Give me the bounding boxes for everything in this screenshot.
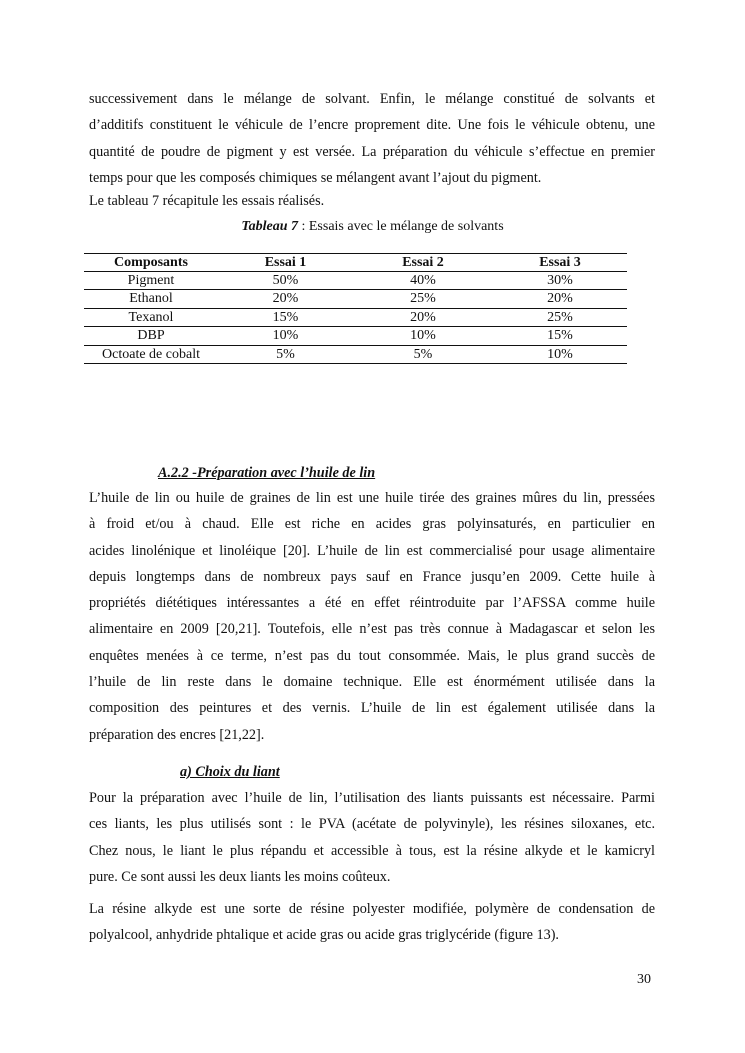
text-line: alimentaire en 2009 [20,21]. Toutefois, elle n’est pas très connue à Madagascar et selon les: [89, 621, 655, 638]
table-cell: 40%: [410, 273, 436, 288]
text-line: acides linolénique et linoléique [20]. L’huile de lin est commercialisé pour usage alimentaire: [89, 542, 655, 559]
column-header: Essai 1: [264, 255, 307, 270]
text-line: Pour la préparation avec l’huile de lin, l’utilisation des liants puissants est nécessaire. Parmi: [89, 790, 655, 806]
column-header: Composants: [114, 255, 188, 270]
section-a22-paragraph: [89, 485, 655, 748]
table-caption: [0, 217, 745, 237]
text-line: à froid et/ou à chaud. Elle est riche en acides gras polyinsaturés, en particulier en: [89, 516, 655, 533]
column-header: Essai 3: [539, 255, 581, 270]
text-line: préparation des encres [21,22].: [89, 726, 265, 743]
column-header: Essai 2: [402, 255, 444, 270]
text-line: d’additifs constituent le véhicule de l’encre proprement dite. Une fois le véhicule obtenu, une: [89, 117, 655, 134]
table-cell: 20%: [410, 309, 436, 325]
table-row: [84, 327, 627, 345]
table-caption-text: : Essais avec le mélange de solvants: [297, 219, 504, 234]
text-line: propriétés diététiques intéressantes a été en effet réintroduite par l’AFSSA comme huile: [89, 595, 655, 612]
table-cell: 25%: [547, 309, 573, 325]
text-line: pure. Ce sont aussi les deux liants les moins coûteux.: [89, 868, 391, 885]
section-liant-paragraph-2: [89, 896, 655, 949]
table-row: [84, 290, 627, 308]
table-header-row: [84, 254, 627, 272]
table-cell: 25%: [410, 291, 436, 307]
table-row: [84, 272, 627, 290]
table-cell: 5%: [413, 346, 433, 362]
section-heading-a22: A.2.2 -Préparation avec l’huile de lin: [158, 465, 376, 481]
table-cell: 15%: [272, 309, 299, 325]
table-caption-label: Tableau 7: [241, 219, 298, 234]
text-line: quantité de poudre de pigment y est versée. La préparation du véhicule s’effectue en premier: [89, 143, 655, 160]
text-line: ces liants, les plus utilisés sont : le PVA (acétate de polyvinyle), les résines siloxanes, etc.: [89, 816, 655, 833]
page-number: 30: [637, 972, 651, 987]
table-row: [84, 345, 627, 363]
text-line: composition des peintures et des vernis. L’huile de lin est également utilisée dans la: [89, 700, 655, 717]
table-cell: 50%: [272, 273, 299, 288]
table-cell: 10%: [272, 328, 299, 344]
table-cell: 15%: [547, 328, 573, 344]
section-heading-liant: a) Choix du liant: [180, 764, 280, 780]
text-line: successivement dans le mélange de solvant. Enfin, le mélange constitué de solvants et: [89, 91, 655, 107]
text-line: La résine alkyde est une sorte de résine polyester modifiée, polymère de condensation de: [89, 901, 655, 917]
text-line: l’huile de lin reste dans le domaine technique. Elle est énormément utilisée dans la: [89, 674, 655, 691]
text-line: temps pour que les composés chimiques se mélangent avant l’ajout du pigment.: [89, 169, 542, 186]
section-liant-paragraph: [89, 785, 655, 890]
table-cell: Octoate de cobalt: [102, 346, 200, 362]
text-line: L’huile de lin ou huile de graines de lin est une huile tirée des graines mûres du lin, pressées: [89, 490, 655, 506]
table-row: [84, 308, 627, 326]
table-cell: 5%: [276, 346, 295, 362]
text-line: depuis longtemps dans de nombreux pays sauf en France jusqu’en 2009. Cette huile à: [89, 568, 655, 585]
table-cell: 10%: [410, 328, 436, 344]
table-cell: DBP: [137, 328, 165, 344]
solvent-trials-table: [84, 253, 627, 364]
table-reference: Le tableau 7 récapitule les essais réalisés.: [89, 193, 325, 209]
intro-paragraph: [89, 86, 655, 191]
table-cell: Ethanol: [129, 291, 173, 307]
table-cell: 10%: [547, 346, 573, 362]
table-cell: 20%: [547, 291, 573, 307]
table-cell: 20%: [272, 291, 299, 307]
text-line: polyalcool, anhydride phtalique et acide gras ou acide gras triglycéride (figure 13).: [89, 927, 559, 944]
text-line: enquêtes menées à ce terme, n’est pas du tout consommée. Mais, le plus grand succès de: [89, 647, 655, 664]
table-cell: 30%: [547, 273, 573, 288]
text-line: Chez nous, le liant le plus répandu et accessible à tous, est la résine alkyde et le kamicryl: [89, 842, 655, 859]
table-cell: Texanol: [128, 309, 174, 325]
table-cell: Pigment: [127, 273, 175, 288]
